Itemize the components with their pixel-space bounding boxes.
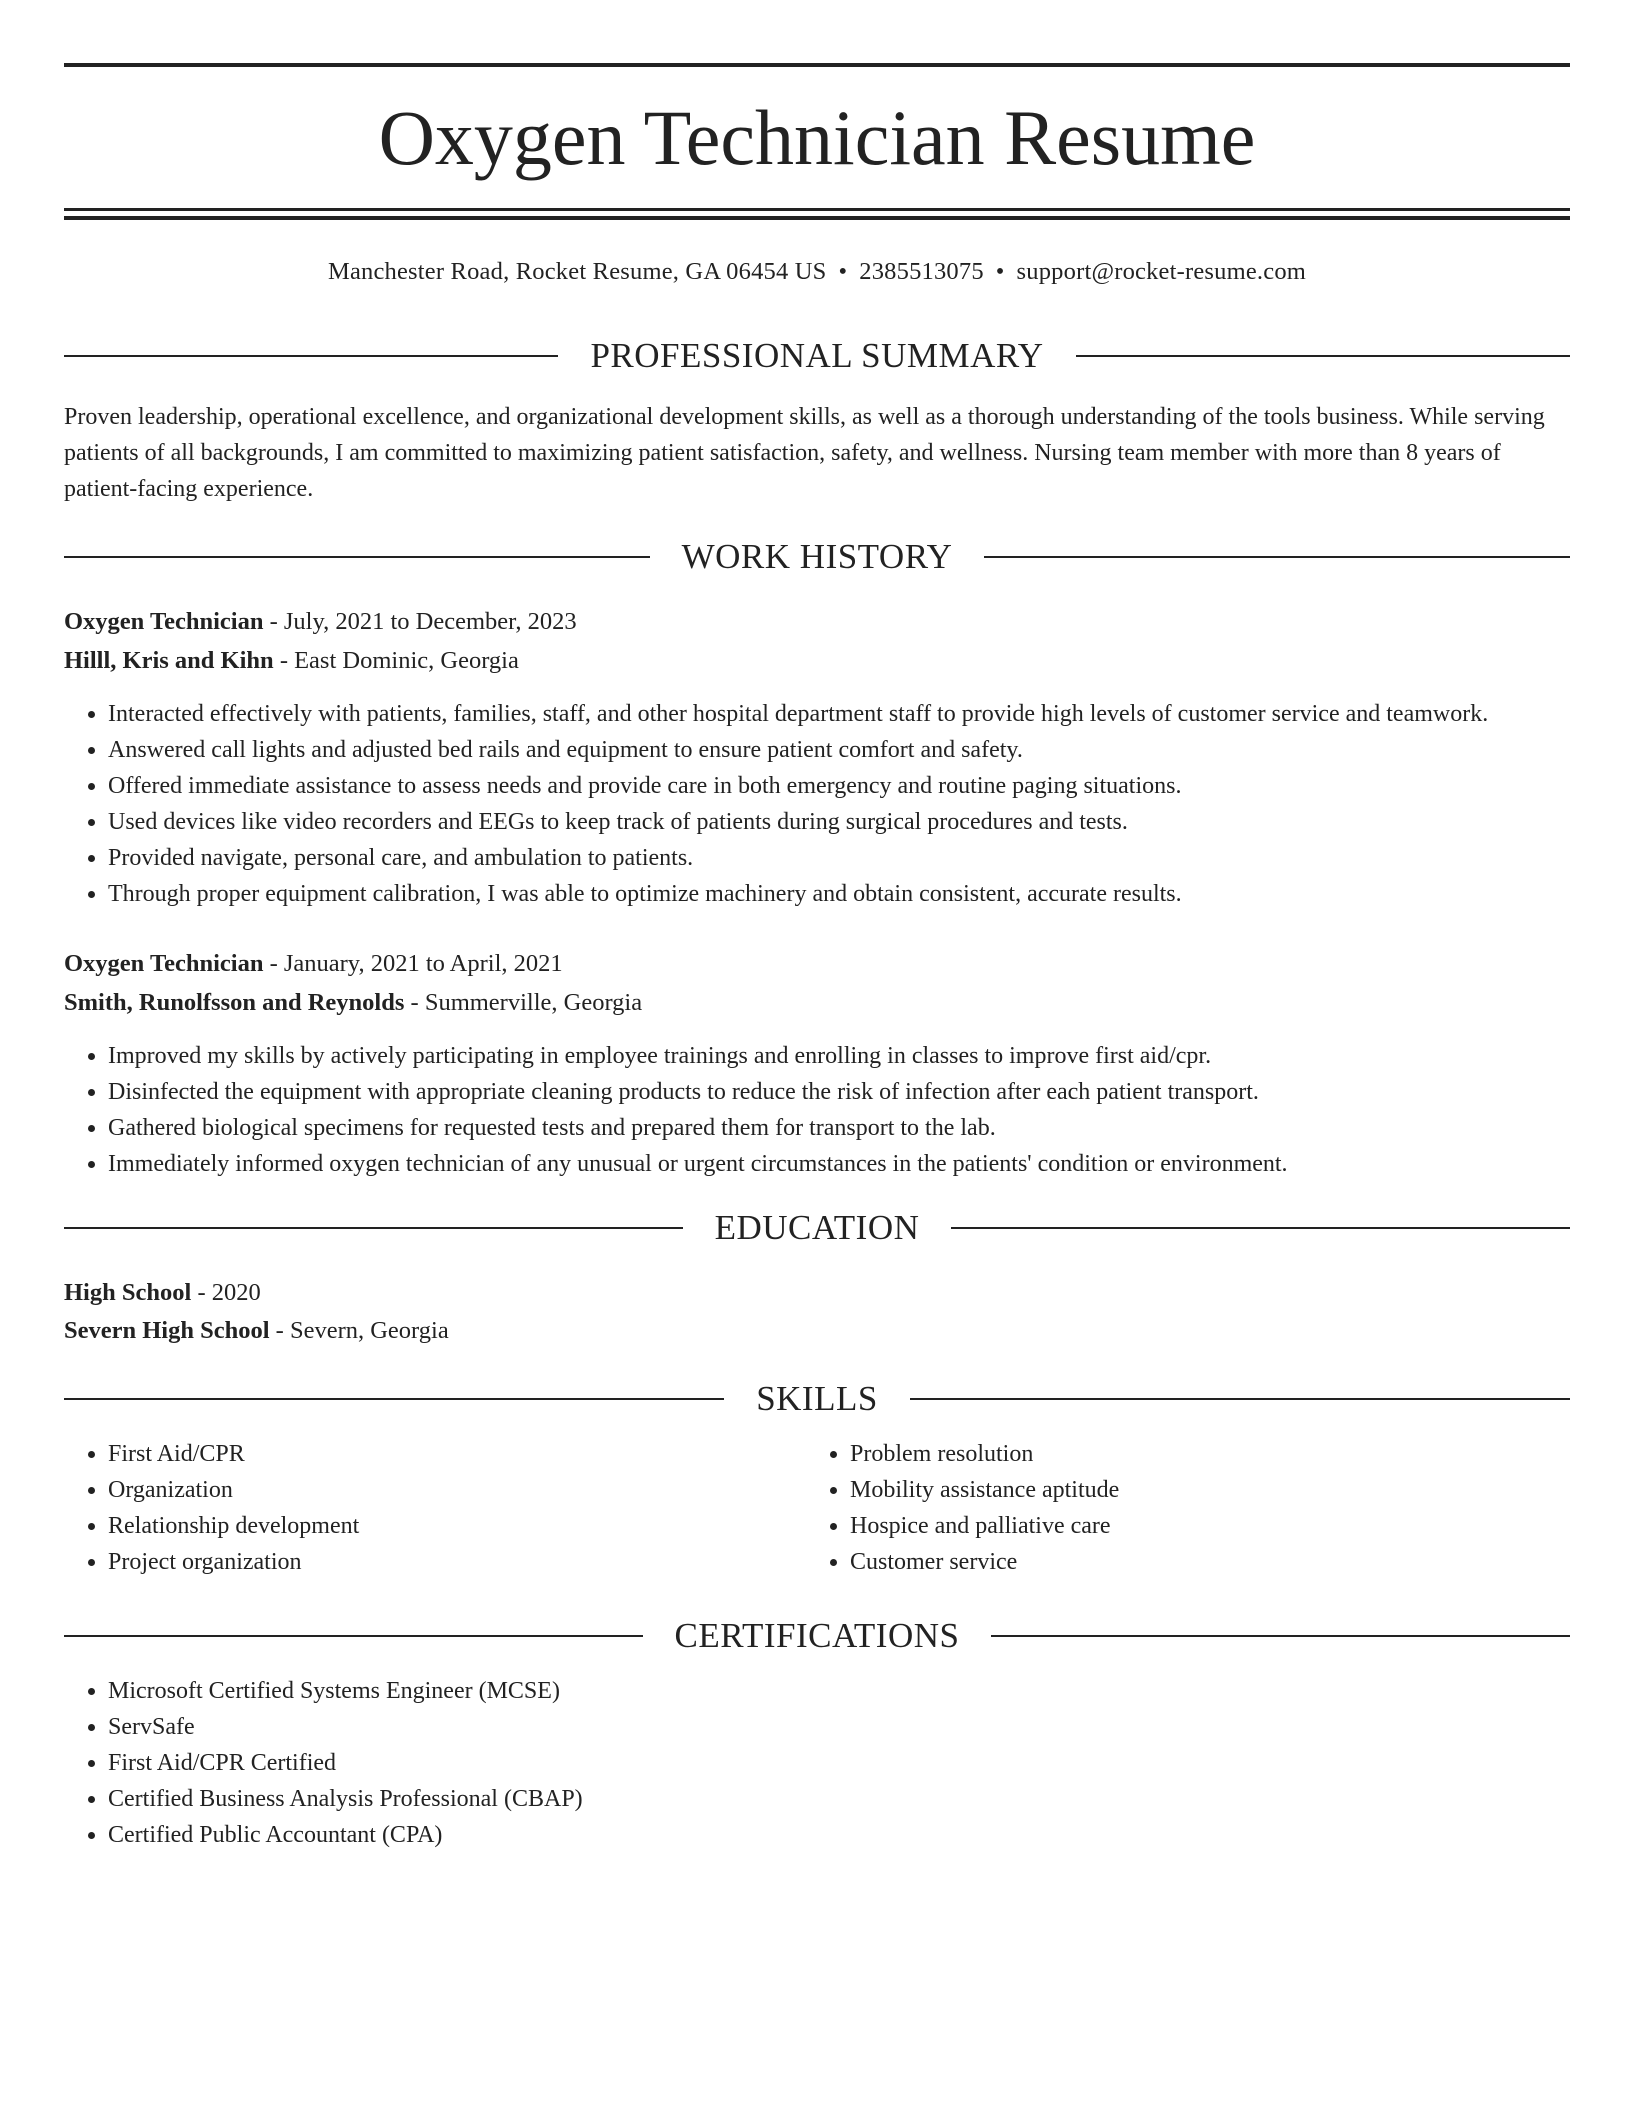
list-item: • Offered immediate assistance to assess needs and provide care in both emergency and routine paging situations.	[108, 768, 1488, 804]
certifications-list	[64, 1673, 583, 1853]
contact-phone: 2385513075	[859, 258, 984, 285]
section-title: WORK HISTORY	[681, 537, 953, 576]
contact-email: support@rocket-resume.com	[1016, 258, 1307, 285]
heading-rule	[64, 1227, 683, 1229]
list-item: • Problem resolution	[850, 1436, 1119, 1472]
list-item: • ServSafe	[108, 1709, 583, 1745]
job-dates: - July, 2021 to December, 2023	[263, 608, 577, 635]
list-item: • Certified Public Accountant (CPA)	[108, 1817, 583, 1853]
list-item: • Immediately informed oxygen technician of any unusual or urgent circumstances in the patients' condition or environment.	[108, 1146, 1288, 1182]
list-item: • Provided navigate, personal care, and ambulation to patients.	[108, 840, 1488, 876]
job-company: Smith, Runolfsson and Reynolds	[64, 989, 405, 1016]
heading-rule	[984, 556, 1570, 558]
job-title-line	[64, 945, 1570, 983]
job-title: Oxygen Technician	[64, 608, 264, 635]
skills-list-left	[64, 1436, 359, 1580]
list-item: • Through proper equipment calibration, I was able to optimize machinery and obtain consistent, accurate results.	[108, 876, 1488, 912]
job-bullet-list	[64, 1038, 1288, 1182]
list-item: • Mobility assistance aptitude	[850, 1472, 1119, 1508]
section-title: PROFESSIONAL SUMMARY	[590, 336, 1044, 375]
section-heading-certifications	[64, 1614, 1570, 1658]
section-title: EDUCATION	[714, 1208, 920, 1247]
contact-address: Manchester Road, Rocket Resume, GA 06454 US	[327, 258, 827, 285]
section-heading-work-history	[64, 535, 1570, 579]
heading-rule	[991, 1635, 1570, 1637]
list-item: • Interacted effectively with patients, families, staff, and other hospital department staff to provide high levels of customer service and teamwork.	[108, 696, 1488, 732]
job-title: Oxygen Technician	[64, 950, 264, 977]
job-bullet-list	[64, 696, 1488, 912]
education-degree-line	[64, 1274, 1570, 1312]
list-item: • Improved my skills by actively participating in employee trainings and enrolling in classes to improve first aid/cpr.	[108, 1038, 1288, 1074]
education-year: - 2020	[191, 1279, 261, 1306]
education-school: Severn High School	[64, 1317, 270, 1344]
section-heading-education	[64, 1206, 1570, 1250]
list-item: • Customer service	[850, 1544, 1119, 1580]
resume-title: Oxygen Technician Resume	[378, 94, 1256, 181]
skills-list-right	[806, 1436, 1119, 1580]
contact-separator: •	[838, 258, 848, 285]
heading-rule	[64, 1635, 643, 1637]
summary-text: Proven leadership, operational excellence, and organizational development skills, as well as a thorough understanding of the tools business. While serving patients of all backgrounds, I am committed to maximizing patient satisfaction, safety, and wellness. Nursing team member with more than 8 years of patient-facing experience.	[64, 404, 1545, 502]
heading-rule	[951, 1227, 1570, 1229]
list-item: • First Aid/CPR	[108, 1436, 359, 1472]
heading-rule	[1076, 355, 1570, 357]
top-rule	[64, 63, 1570, 67]
heading-rule	[64, 556, 650, 558]
job-title-line	[64, 603, 1570, 641]
section-title: CERTIFICATIONS	[674, 1616, 960, 1655]
list-item: • Used devices like video recorders and EEGs to keep track of patients during surgical procedures and tests.	[108, 804, 1488, 840]
section-heading-summary	[64, 334, 1570, 378]
heading-rule	[64, 355, 558, 357]
section-heading-skills	[64, 1377, 1570, 1421]
job-location: - East Dominic, Georgia	[273, 647, 519, 674]
list-item: • Disinfected the equipment with appropriate cleaning products to reduce the risk of infection after each patient transport.	[108, 1074, 1288, 1110]
list-item: • Relationship development	[108, 1508, 359, 1544]
list-item: • Organization	[108, 1472, 359, 1508]
list-item: • Certified Business Analysis Professional (CBAP)	[108, 1781, 583, 1817]
job-dates: - January, 2021 to April, 2021	[263, 950, 563, 977]
job-company: Hilll, Kris and Kihn	[64, 647, 274, 674]
heading-rule	[910, 1398, 1570, 1400]
list-item: • Microsoft Certified Systems Engineer (MCSE)	[108, 1673, 583, 1709]
list-item: • First Aid/CPR Certified	[108, 1745, 583, 1781]
job-company-line	[64, 642, 1570, 680]
job-company-line	[64, 984, 1570, 1022]
education-school-line	[64, 1312, 1570, 1350]
section-title: SKILLS	[756, 1379, 878, 1418]
contact-line	[64, 254, 1570, 290]
list-item: • Project organization	[108, 1544, 359, 1580]
list-item: • Hospice and palliative care	[850, 1508, 1119, 1544]
list-item: • Gathered biological specimens for requested tests and prepared them for transport to the lab.	[108, 1110, 1288, 1146]
heading-rule	[64, 1398, 724, 1400]
education-location: - Severn, Georgia	[269, 1317, 449, 1344]
contact-separator: •	[995, 258, 1005, 285]
title-double-rule-lower	[64, 216, 1570, 220]
job-location: - Summerville, Georgia	[404, 989, 643, 1016]
education-degree: High School	[64, 1279, 192, 1306]
title-double-rule-upper	[64, 208, 1570, 211]
list-item: • Answered call lights and adjusted bed rails and equipment to ensure patient comfort and safety.	[108, 732, 1488, 768]
